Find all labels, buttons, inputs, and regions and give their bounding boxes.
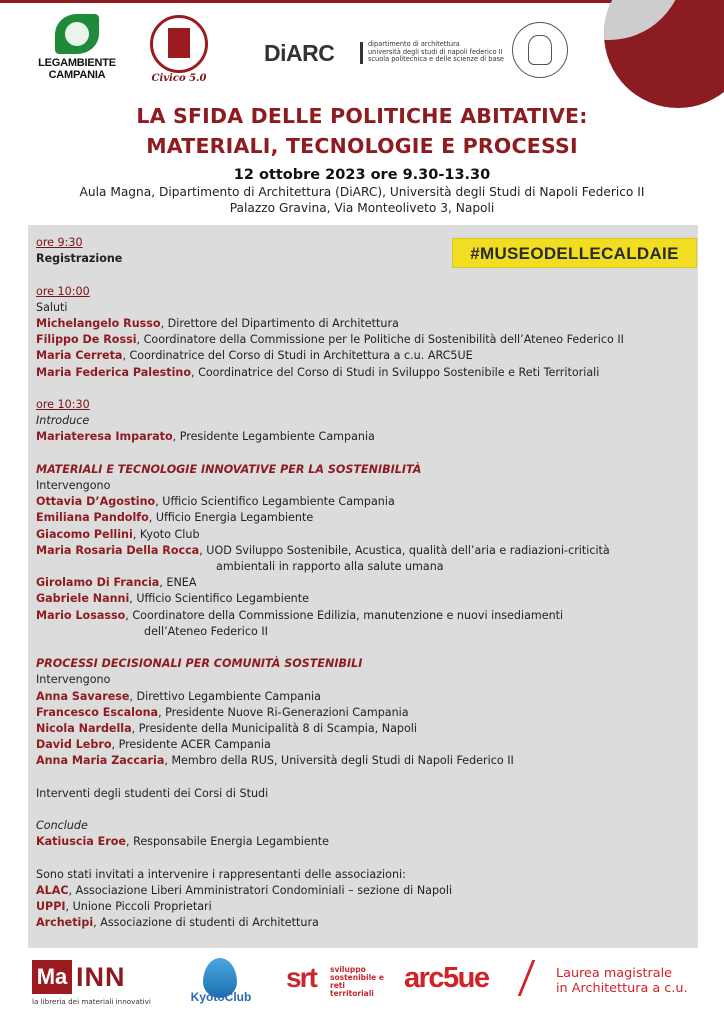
speaker-row: Nicola Nardella, Presidente della Municipalità 8 di Scampia, Napoli bbox=[36, 722, 417, 736]
time-slot: ore 10:00 bbox=[36, 284, 90, 298]
arc5ue-logo bbox=[404, 958, 536, 1008]
speaker-row: Gabriele Nanni, Ufficio Scientifico Legambiente bbox=[36, 592, 309, 606]
mainn-tagline: la libreria dei materiali innovativi bbox=[32, 997, 151, 1006]
conclude-label: Conclude bbox=[36, 819, 88, 833]
registration-label: Registrazione bbox=[36, 252, 123, 266]
speaker-role-continued: dell’Ateneo Federico II bbox=[144, 624, 268, 638]
mainn-mark: Ma bbox=[32, 960, 72, 994]
speaker-row: Maria Federica Palestino, Coordinatrice del Corso di Studi in Sviluppo Sostenibile e Reti Territoriali bbox=[36, 365, 600, 379]
civico-emblem-icon bbox=[150, 15, 208, 73]
speaker-row: Emiliana Pandolfo, Ufficio Energia Legambiente bbox=[36, 511, 314, 525]
kyoto-club-text: KyotoClub bbox=[190, 990, 252, 1004]
laurea-text: Laurea magistrale in Architettura a c.u. bbox=[556, 966, 688, 996]
university-seal-icon bbox=[512, 22, 568, 78]
invited-intro: Sono stati invitati a intervenire i rappresentanti delle associazioni: bbox=[36, 867, 406, 881]
speaker-row: Anna Savarese, Direttivo Legambiente Campania bbox=[36, 689, 321, 703]
civico-logo bbox=[146, 15, 212, 89]
time-slot: ore 10:30 bbox=[36, 398, 90, 411]
srt-mark: srt bbox=[286, 962, 316, 993]
venue-line-1: Aula Magna, Dipartimento di Architettura (DiARC), Università degli Studi di Napoli Federico II bbox=[79, 185, 645, 199]
venue-line-2: Palazzo Gravina, Via Monteoliveto 3, Napoli bbox=[229, 201, 495, 215]
civico-logo-text: Civico 5.0 bbox=[151, 73, 207, 84]
diarc-subtitle: dipartimento di architettura università degli studi di napoli federico II scuola politecnica e delle scienze di base bbox=[368, 40, 504, 63]
decorative-circle bbox=[604, 0, 724, 108]
kyoto-club-logo bbox=[188, 958, 254, 1008]
speaker-row: Francesco Escalona, Presidente Nuove Ri-Generazioni Campania bbox=[36, 705, 409, 719]
association-row: UPPI, Unione Piccoli Proprietari bbox=[36, 900, 212, 914]
speaker-row: Anna Maria Zaccaria, Membro della RUS, Università degli Studi di Napoli Federico II bbox=[36, 754, 514, 768]
speaker-row: Maria Cerreta, Coordinatrice del Corso di Studi in Architettura a c.u. ARC5UE bbox=[36, 349, 473, 363]
legambiente-logo-text: LEGAMBIENTE CAMPANIA bbox=[38, 57, 116, 81]
speaker-row: Michelangelo Russo, Direttore del Dipartimento di Architettura bbox=[36, 317, 399, 330]
speaker-row: Katiuscia Eroe, Responsabile Energia Legambiente bbox=[36, 835, 330, 849]
diarc-divider bbox=[360, 42, 363, 64]
time-slot: ore 9:30 bbox=[36, 236, 83, 249]
program-list bbox=[36, 235, 696, 932]
diarc-wordmark: DiARC bbox=[264, 40, 335, 66]
speaker-row: Filippo De Rossi, Coordinatore della Commissione per le Politiche di Sostenibilità dell’Ateneo Federico II bbox=[36, 333, 624, 347]
speaker-row: David Lebro, Presidente ACER Campania bbox=[36, 738, 271, 752]
mainn-word: INN bbox=[76, 962, 126, 992]
speaker-row: Mario Losasso, Coordinatore della Commissione Edilizia, manutenzione e nuovi insediamenti bbox=[36, 608, 564, 622]
section-title: PROCESSI DECISIONALI PER COMUNITÀ SOSTENIBILI bbox=[36, 657, 363, 671]
speaker-role-continued: ambientali in rapporto alla salute umana bbox=[216, 560, 444, 574]
introduce-label: Introduce bbox=[36, 414, 90, 428]
speaker-row: Mariateresa Imparato, Presidente Legambiente Campania bbox=[36, 430, 375, 444]
mainn-logo bbox=[32, 958, 160, 1008]
intervengono-label: Intervengono bbox=[36, 673, 111, 687]
arc5ue-wordmark: arc5ue bbox=[404, 962, 489, 994]
speaker-row: Maria Rosaria Della Rocca, UOD Sviluppo Sostenibile, Acustica, qualità dell’aria e radiazioni-criticità bbox=[36, 543, 610, 557]
speaker-row: Ottavia D’Agostino, Ufficio Scientifico Legambiente Campania bbox=[36, 495, 395, 509]
diarc-logo bbox=[264, 40, 504, 66]
swan-leaf-icon bbox=[55, 14, 99, 54]
speaker-row: Giacomo Pellini, Kyoto Club bbox=[36, 527, 200, 541]
srt-text: sviluppo sostenibile e reti territoriali bbox=[330, 965, 384, 998]
srt-logo bbox=[286, 958, 386, 1008]
museo-caldaie-banner: #MUSEODELLECALDAIE bbox=[452, 238, 697, 268]
intervengono-label: Intervengono bbox=[36, 479, 111, 492]
speaker-row: Girolamo Di Francia, ENEA bbox=[36, 576, 197, 590]
students-note: Interventi degli studenti dei Corsi di Studi bbox=[36, 786, 269, 800]
arc5ue-slash bbox=[518, 960, 536, 996]
event-datetime: 12 ottobre 2023 ore 9.30-13.30 bbox=[233, 167, 491, 183]
saluti-label: Saluti bbox=[36, 300, 68, 314]
association-row: ALAC, Associazione Liberi Amministratori Condominiali – sezione di Napoli bbox=[36, 884, 453, 898]
title-line-1: LA SFIDA DELLE POLITICHE ABITATIVE: bbox=[136, 104, 588, 128]
legambiente-logo bbox=[30, 14, 124, 84]
title-line-2: MATERIALI, TECNOLOGIE E PROCESSI bbox=[146, 134, 578, 158]
section-title: MATERIALI E TECNOLOGIE INNOVATIVE PER LA SOSTENIBILITÀ bbox=[36, 462, 422, 476]
association-row: Archetipi, Associazione di studenti di Architettura bbox=[36, 916, 319, 930]
